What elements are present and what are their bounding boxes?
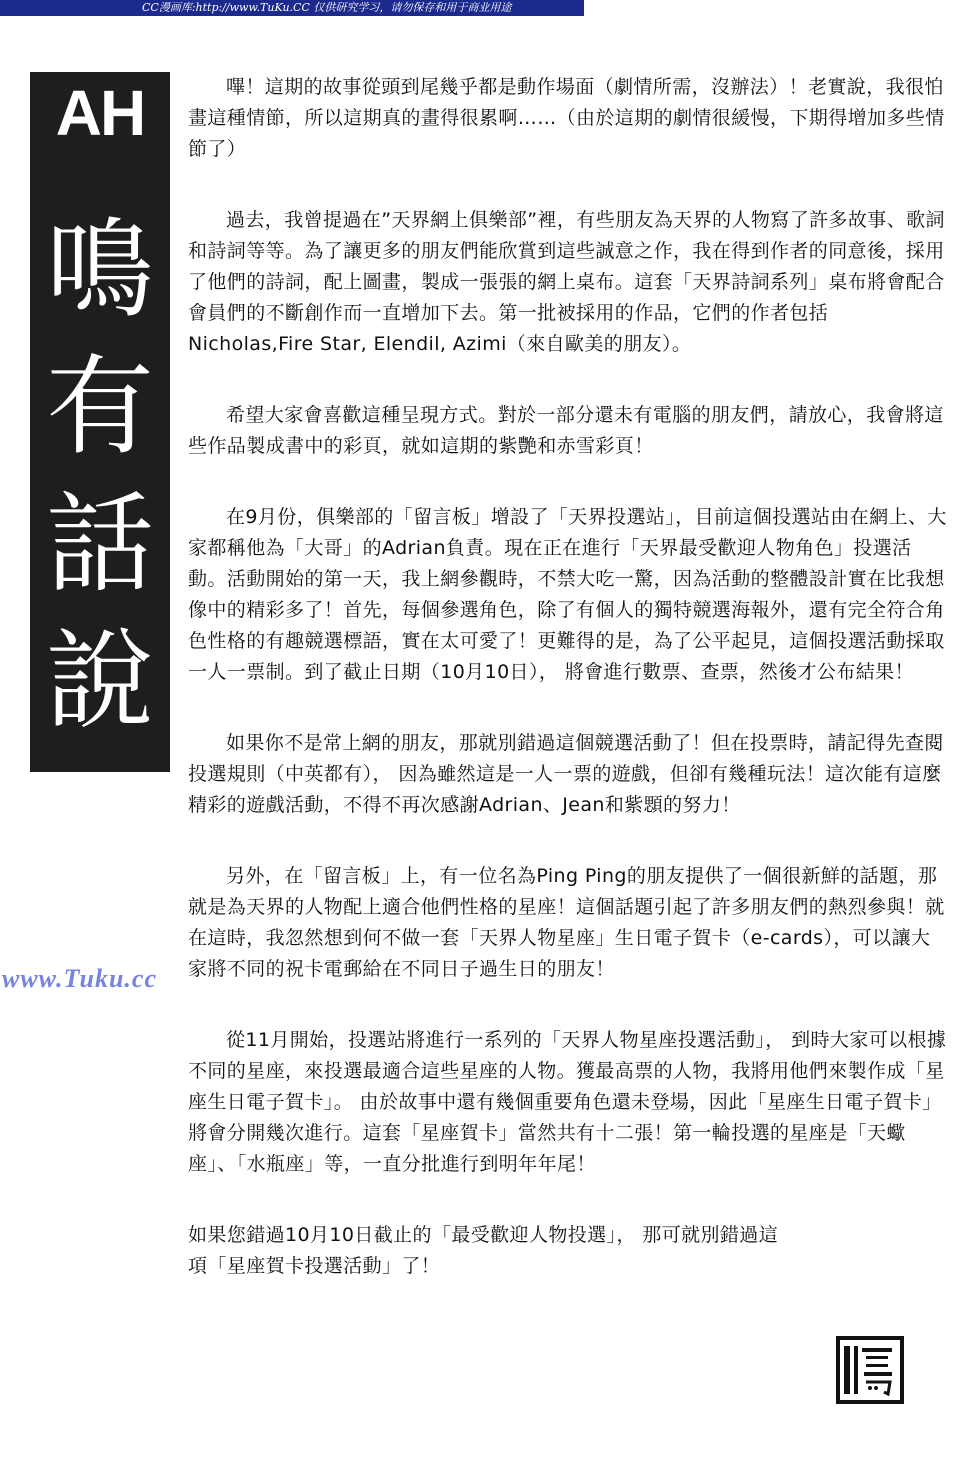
paragraph-1: 嗶！這期的故事從頭到尾幾乎都是動作場面（劇情所需，沒辦法）！老實說，我很怕畫這種情節，所以這期真的畫得很累啊……（由於這期的劇情很緩慢，下期得增加多些情節了） [188,76,945,160]
top-watermark-bar [0,0,584,16]
paragraph-5: 如果你不是常上網的朋友，那就別錯過這個競選活動了！但在投票時，請記得先查閱投選規則（中英都有）， 因為雖然這是一人一票的遊戲，但卻有幾種玩法！這次能有這麼精彩的遊戲活動，不得不再次感謝Adrian、Jean和紫顋的努力！ [188,732,944,816]
paragraph-7: 從11月開始，投選站將進行一系列的「天界人物星座投選活動」， 到時大家可以根據不同的星座，來投選最適合這些星座的人物。獲最高票的人物，我將用他們來製作成「星座生日電子賀卡」。 由於故事中還有幾個重要角色還未登場，因此「星座生日電子賀卡」將會分開幾次進行。這套「星座賀卡」當然共有十二張！第一輪投選的星座是「天蠍座」、「水瓶座」等，一直分批進行到明年年尾！ [188,1029,947,1175]
side-title-banner [30,72,170,772]
paragraph-2: 過去，我曾提過在”天界網上俱樂部”裡，有些朋友為天界的人物寫了許多故事、歌詞和詩詞等等。為了讓更多的朋友們能欣賞到這些誠意之作，我在得到作者的同意後，採用了他們的詩詞，配上圖畫，製成一張張的網上桌布。這套「天界詩詞系列」桌布將會配合會員們的不斷創作而一直增加下去。第一批被採用的作品，它們的作者包括Nicholas,Fire Star, Elendil, Azimi（來自歐美的朋友）。 [188,209,945,355]
top-watermark-text: CC漫画库:http://www.TuKu.CC 仅供研究学习，请勿保存和用于商业用途 [142,1,512,14]
paragraph-6: 另外，在「留言板」上，有一位名為Ping Ping的朋友提供了一個很新鮮的話題，那就是為天界的人物配上適合他們性格的星座！這個話題引起了許多朋友們的熱烈參與！就在這時，我忽然想到何不做一套「天界人物星座」生日電子賀卡（e-cards），可以讓大家將不同的祝卡電郵給在不同日子過生日的朋友！ [188,865,945,980]
banner-title: 鳴有話說 [45,208,154,744]
paragraph-3: 希望大家會喜歡這種呈現方式。對於一部分還未有電腦的朋友們，請放心，我會將這些作品製成書中的彩頁，就如這期的紫艷和赤雪彩頁！ [188,404,944,457]
side-watermark: www.Tuku.cc [2,964,157,993]
signature-seal-icon [836,1336,904,1404]
paragraph-4: 在9月份，俱樂部的「留言板」增設了「天界投選站」，目前這個投選站由在網上、大家都稱他為「大哥」的Adrian負責。現在正在進行「天界最受歡迎人物角色」投選活動。活動開始的第一天，我上網參觀時，不禁大吃一驚，因為活動的整體設計實在比我想像中的精彩多了！首先，每個參選角色，除了有個人的獨特競選海報外，還有完全符合角色性格的有趣競選標語，實在太可愛了！更難得的是，為了公平起見，這個投選活動採取一人一票制。到了截止日期（10月10日）， 將會進行數票、查票，然後才公布結果！ [188,506,947,683]
article-body [188,72,948,1322]
paragraph-8: 如果您錯過10月10日截止的「最受歡迎人物投選」， 那可就別錯過這項「星座賀卡投選活動」了！ [188,1224,779,1277]
banner-latin: AH [55,77,145,149]
